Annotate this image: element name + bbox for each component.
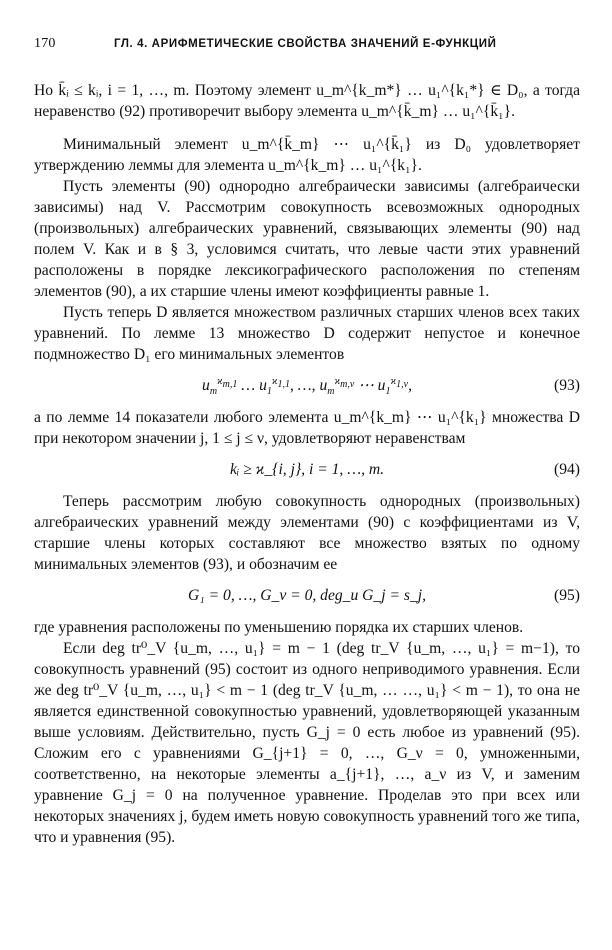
running-header: [34, 33, 580, 53]
equation-94-label: (94): [554, 461, 580, 478]
paragraph-8: Если deg tr⁰_V {u_m, …, u₁} = m − 1 (deg tr_V {u_m, …, u₁} = m−1), то совокупность уравнений (95) состоит из одного неприводимого уравнения. Если же deg tr⁰_V {u_m, …, u₁} < m − 1 (deg tr_V {u_m, … …, u₁} < m − 1), то она не является единственной совокупностью уравнений, удовлетворяющей указанным выше условиям. Действительно, пусть G_j = 0 есть любое из уравнений (95). Сложим его с уравнениями G_{j+1} = 0, …, G_ν = 0, умноженными, соответственно, на некоторые элементы a_{j+1}, …, a_ν из V, и заменим уравнение G_j = 0 на полученное уравнение. Проделав это при всех или некоторых значениях j, будем иметь новую совокупность уравнений того же типа, что и уравнения (95).: [34, 640, 580, 846]
equation-93: [34, 365, 580, 407]
paragraph-3: Пусть элементы (90) однородно алгебраически зависимы (алгебраически зависимы) над V. Рассмотрим совокупность всевозможных однородных (произвольных) алгебраических уравнений, связывающих элементы (90) над полем V. Как и в § 3, условимся считать, что левые части этих уравнений расположены в порядке лексикографического расположения по степеням элементов (90), а их старшие члены имеют коэффициенты равные 1.: [34, 178, 580, 300]
paragraph-5: а по лемме 14 показатели любого элемента u_m^{k_m} ⋯ u₁^{k₁} множества D при некотором значении j, 1 ≤ j ≤ ν, удовлетворяют неравенствам: [34, 409, 580, 447]
equation-93-formula: $u_m^{ϰ_{m,1}}$ … $u_1^{ϰ_{1,1}}$, …, $u_m^{ϰ_{m,\nu}}$ ⋯ $u_1^{ϰ_{1,\nu}}$,: [202, 375, 412, 398]
equation-95: [34, 575, 580, 617]
equation-95-formula: G₁ = 0, …, G_ν = 0, deg_u G_j = s_j,: [188, 587, 426, 604]
equation-95-label: (95): [554, 587, 580, 604]
equation-93-label: (93): [554, 377, 580, 394]
paragraph-1: Но k̄ᵢ ≤ kᵢ, i = 1, …, m. Поэтому элемент u_m^{k_m*} … u₁^{k₁*} ∈ D₀, а тогда неравенство (92) противоречит выбору элемента u_m^{k̄_m} … u₁^{k̄₁}.: [34, 82, 580, 120]
page-body: [34, 80, 580, 848]
paragraph-6: Теперь рассмотрим любую совокупность однородных (произвольных) алгебраических уравнений между элементами (90) с коэффициентами из V, старшие члены которых составляют все множество взятых по одному минимальных элементов (93), и обозначим ее: [34, 493, 580, 573]
equation-94: [34, 449, 580, 491]
equation-94-formula: kᵢ ≥ ϰ_{i, j}, i = 1, …, m.: [229, 461, 385, 478]
page-number: 170: [34, 36, 56, 51]
paragraph-7: где уравнения расположены по уменьшению порядка их старших членов.: [34, 619, 524, 636]
paragraph-4: Пусть теперь D является множеством различных старших членов всех таких уравнений. По лемме 13 множество D содержит непустое и конечное подмножество D₁ его минимальных элементов: [34, 304, 580, 363]
paragraph-2: Минимальный элемент u_m^{k̄_m} ⋯ u₁^{k̄₁} из D₀ удовлетворяет утверждению леммы для элемента u_m^{k_m} … u₁^{k₁}.: [34, 136, 580, 174]
running-title: ГЛ. 4. АРИФМЕТИЧЕСКИЕ СВОЙСТВА ЗНАЧЕНИЙ E-ФУНКЦИЙ: [114, 38, 497, 50]
